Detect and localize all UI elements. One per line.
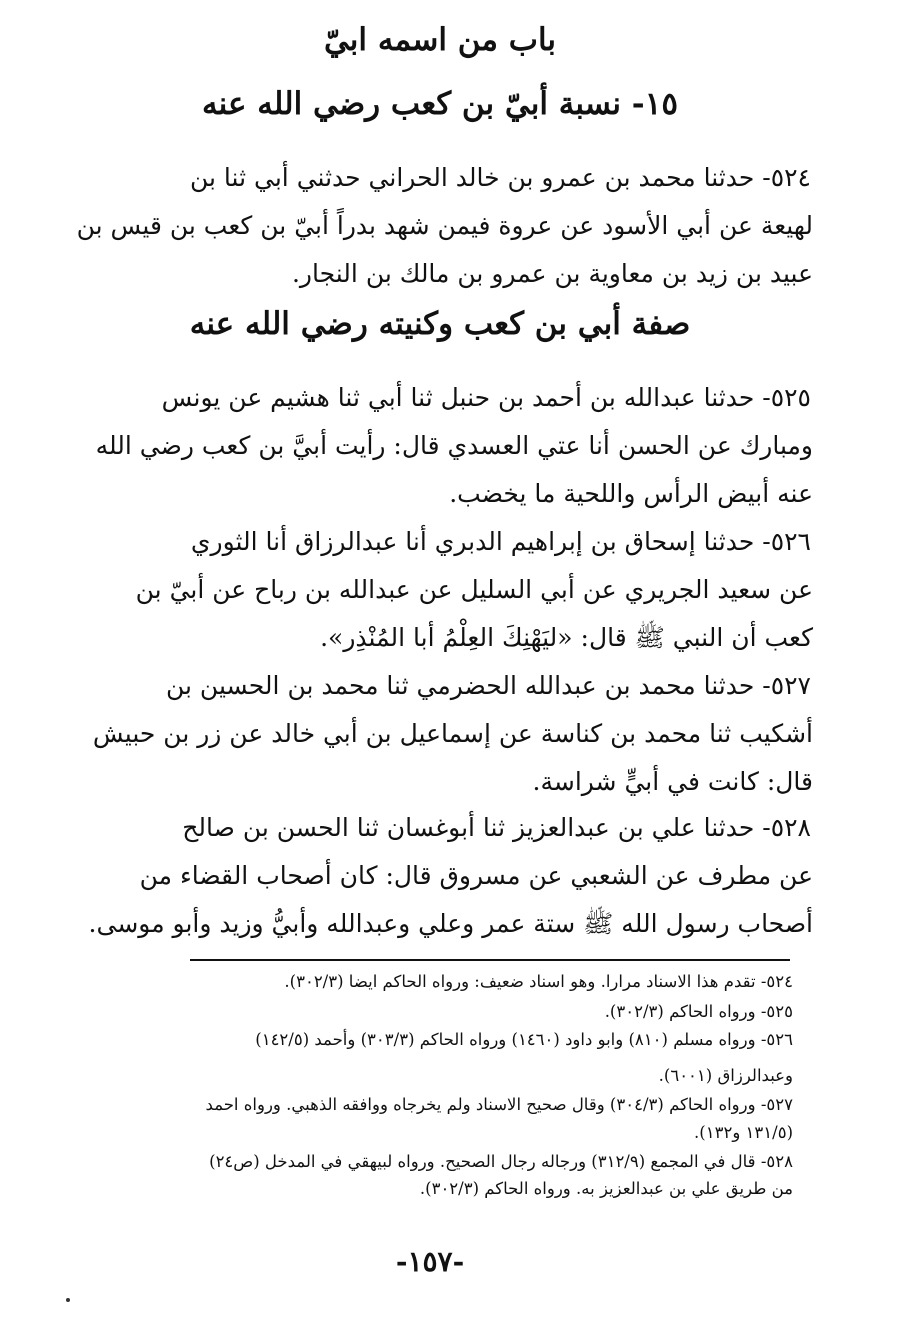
hadith-line: عن سعيد الجريري عن أبي السليل عن عبدالله بن رباح عن أبيّ بن: [135, 575, 813, 604]
hadith-line: لهيعة عن أبي الأسود عن عروة فيمن شهد بدراً أبيّ بن كعب بن قيس بن: [76, 211, 813, 240]
hadith-line: ٥٢٦- حدثنا إسحاق بن إبراهيم الدبري أنا عبدالرزاق أنا الثوري: [190, 527, 811, 556]
footnote-line: ٥٢٥- ورواه الحاكم (٣٠٢/٣).: [604, 1002, 793, 1021]
footnote-line: ٥٢٧- ورواه الحاكم (٣٠٤/٣) وقال صحيح الاسناد ولم يخرجاه ووافقه الذهبي. ورواه احمد: [205, 1095, 793, 1114]
hadith-line: ومبارك عن الحسن أنا عتي العسدي قال: رأيت أبيَّ بن كعب رضي الله: [95, 431, 813, 460]
hadith-line: أصحاب رسول الله ﷺ ستة عمر وعلي وعبدالله وأبيُّ وزيد وأبو موسى.: [88, 909, 813, 938]
hadith-line: ٥٢٨- حدثنا علي بن عبدالعزيز ثنا أبوغسان ثنا الحسن بن صالح: [182, 813, 811, 842]
hadith-line: ٥٢٥- حدثنا عبدالله بن أحمد بن حنبل ثنا أبي ثنا هشيم عن يونس: [161, 383, 811, 412]
hadith-line: عبيد بن زيد بن معاوية بن عمرو بن مالك بن النجار.: [291, 259, 813, 288]
footnote-line: من طريق علي بن عبدالعزيز به. ورواه الحاكم (٣٠٢/٣).: [419, 1179, 793, 1198]
footnote-line: ٥٢٦- ورواه مسلم (٨١٠) وابو داود (١٤٦٠) ورواه الحاكم (٣٠٣/٣) وأحمد (١٤٢/٥): [255, 1030, 793, 1049]
footnote-separator: [190, 959, 790, 961]
section-heading-lineage: ١٥- نسبة أبيّ بن كعب رضي الله عنه: [202, 86, 678, 122]
scan-speck: [66, 1298, 70, 1302]
hadith-line: قال: كانت في أبيٍّ شراسة.: [532, 767, 813, 796]
hadith-line: عن مطرف عن الشعبي عن مسروق قال: كان أصحاب القضاء من: [139, 861, 813, 890]
page-number: -١٥٧-: [395, 1245, 465, 1278]
footnote-line: ٥٢٨- قال في المجمع (٣١٢/٩) ورجاله رجال الصحيح. ورواه لبيهقي في المدخل (ص٢٤): [209, 1152, 793, 1171]
hadith-line: عنه أبيض الرأس واللحية ما يخضب.: [449, 479, 813, 508]
footnote-line: (١٣١/٥ و١٣٢).: [694, 1123, 793, 1142]
footnote-line: وعبدالرزاق (٦٠٠١).: [658, 1066, 793, 1085]
hadith-line: كعب أن النبي ﷺ قال: «ليَهْنِكَ العِلْمُ أبا المُنْذِر».: [320, 623, 813, 652]
hadith-line: ٥٢٤- حدثنا محمد بن عمرو بن خالد الحراني حدثني أبي ثنا بن: [190, 163, 811, 192]
hadith-line: ٥٢٧- حدثنا محمد بن عبدالله الحضرمي ثنا محمد بن الحسين بن: [165, 671, 811, 700]
hadith-line: أشكيب ثنا محمد بن كناسة عن إسماعيل بن أبي خالد عن زر بن حبيش: [92, 719, 813, 748]
chapter-title: باب من اسمه ابيّ: [323, 22, 557, 58]
footnote-line: ٥٢٤- تقدم هذا الاسناد مرارا. وهو اسناد ضعيف: ورواه الحاكم ايضا (٣٠٢/٣).: [284, 972, 793, 991]
section-heading-description: صفة أبي بن كعب وكنيته رضي الله عنه: [189, 306, 691, 342]
